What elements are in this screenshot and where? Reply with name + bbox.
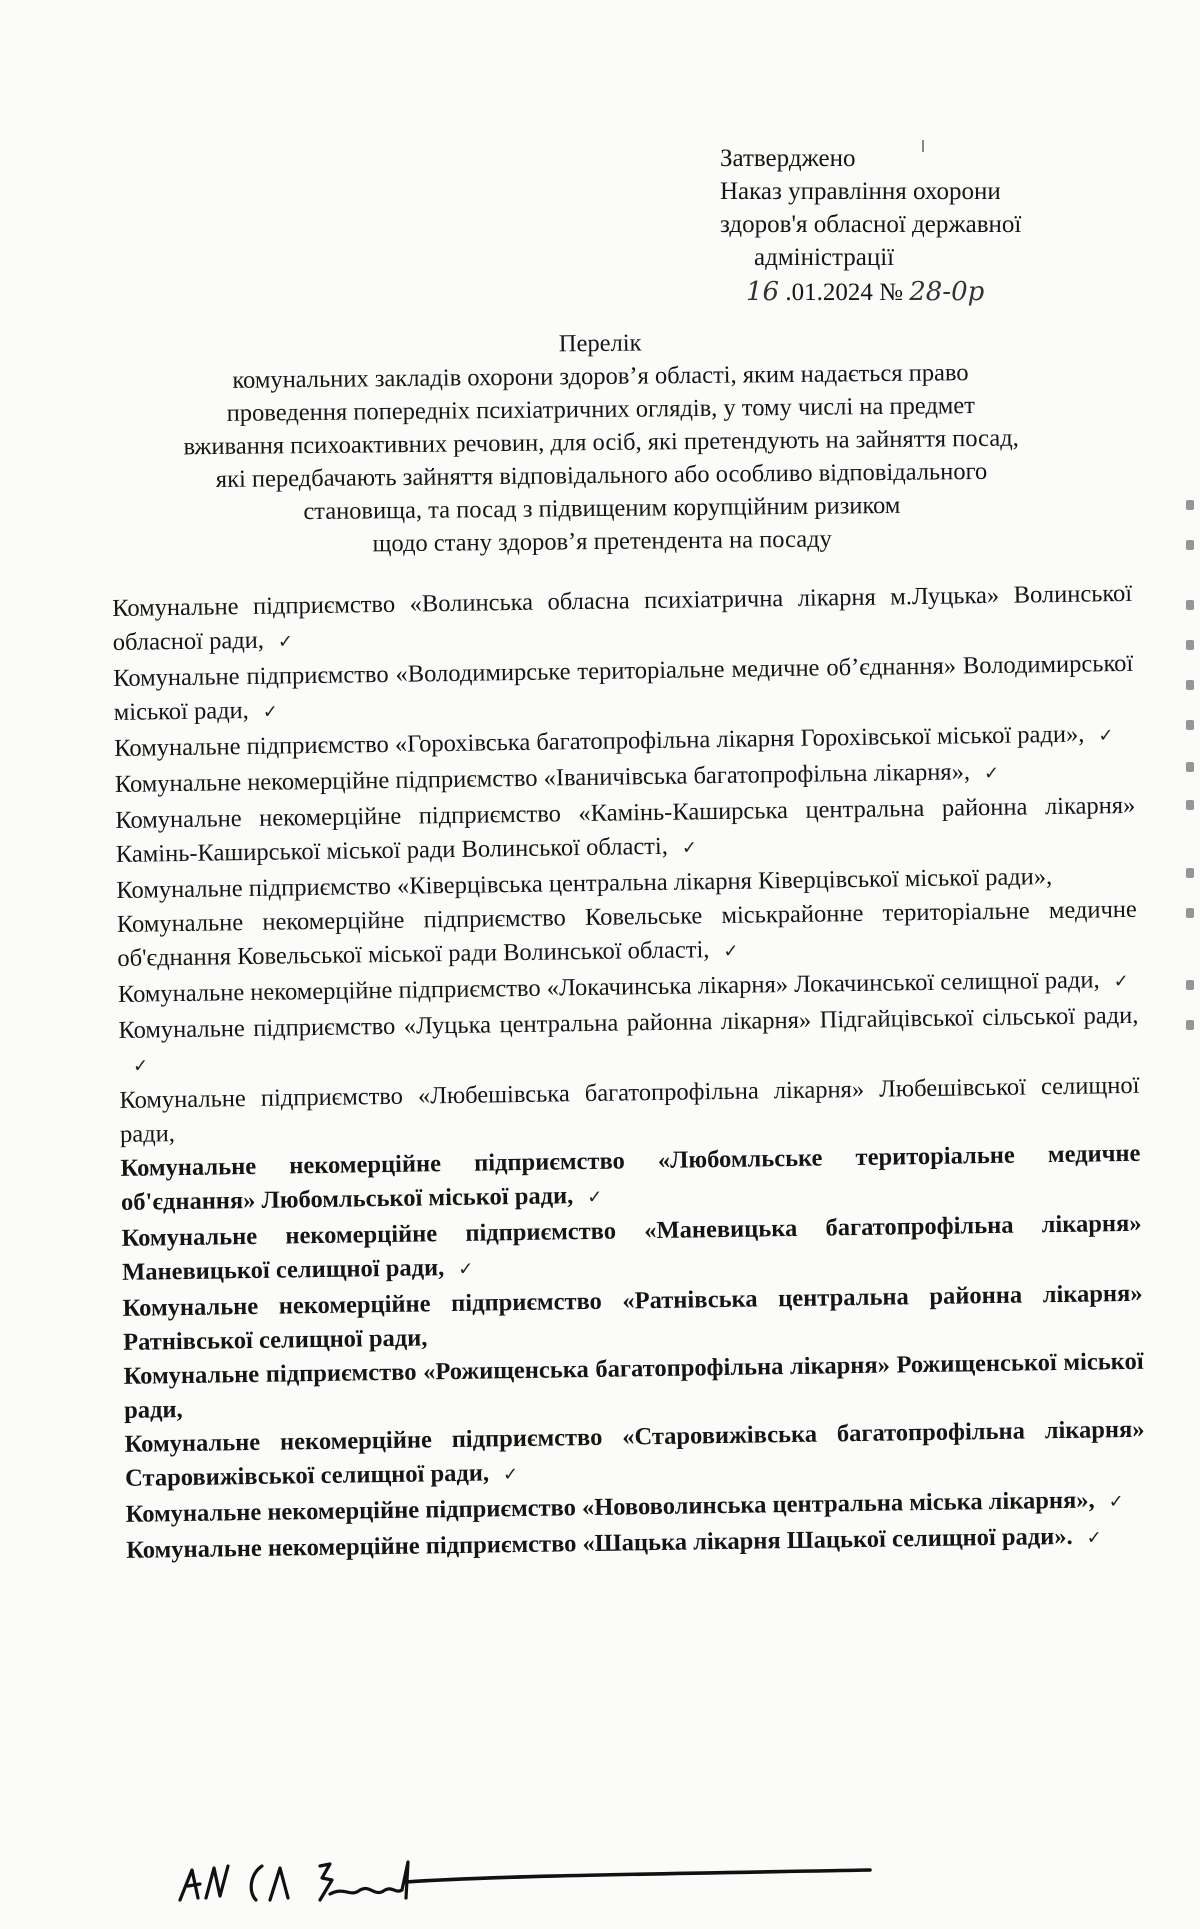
handwritten-day: 16	[746, 277, 780, 307]
institution-name: Комунальне некомерційне підприємство «Камінь-Каширська центральна районна лікарня» Камінь-Каширської міської ради Волинської області,	[115, 791, 1136, 868]
institutions-list	[112, 577, 1146, 1570]
heading-description	[120, 355, 1082, 563]
approval-line: Затверджено	[720, 145, 856, 172]
institution-name: Комунальне некомерційне підприємство «Ратнівська центральна районна лікарня» Ратнівської селищної ради,	[122, 1279, 1143, 1356]
list-heading	[120, 322, 1082, 563]
check-mark-icon: ✓	[681, 837, 698, 859]
check-mark-icon: ✓	[723, 940, 739, 962]
heading-line: комунальних закладів охорони здоров’я області, яким надається право	[232, 359, 969, 394]
check-mark-icon: ✓	[132, 1055, 149, 1077]
heading-line: які передбачають зайняття відповідального або особливо відповідального	[215, 457, 988, 494]
check-mark-icon: ✓	[1086, 1527, 1102, 1549]
list-title: Перелік	[558, 329, 642, 358]
heading-line: щодо стану здоров’я претендента на посаду	[372, 525, 832, 558]
approval-line: адміністрації	[754, 244, 895, 271]
institution-name: Комунальне некомерційне підприємство «Іваничівська багатопрофільна лікарня»,	[114, 758, 971, 798]
institution-name: Комунальне некомерційне підприємство «Старовижівська багатопрофільна лікарня» Старовижівської селищної ради,	[124, 1415, 1145, 1492]
check-mark-icon: ✓	[1108, 1491, 1124, 1513]
bleed-through-marks	[1184, 500, 1200, 1160]
check-mark-icon: ✓	[1113, 970, 1129, 993]
heading-line: вживання психоактивних речовин, для осіб, які претендують на зайняття посад,	[183, 424, 1019, 461]
institution-name: Комунальне некомерційне підприємство «Локачинська лікарня» Локачинської селищної ради,	[117, 966, 1100, 1008]
institution-name: Комунальне підприємство «Любешівська багатопрофільна лікарня» Любешівської селищної ради,	[119, 1071, 1140, 1148]
approval-stamp-block	[720, 142, 1021, 309]
handwritten-order-number: 28-0р	[909, 277, 985, 307]
order-date-line	[720, 276, 1021, 309]
institution-name: Комунальне підприємство «Горохівська багатопрофільна лікарня Горохівської міської ради»,	[114, 720, 1085, 762]
check-mark-icon: ✓	[458, 1258, 474, 1280]
check-mark-icon: ✓	[502, 1464, 519, 1486]
approval-line: Наказ управління охорони	[720, 178, 1001, 205]
heading-line: становища, та посад з підвищеним корупційним ризиком	[303, 491, 901, 526]
institution-name: Комунальне некомерційне підприємство «Нововолинська центральна міська лікарня»,	[125, 1486, 1095, 1528]
check-mark-icon: ✓	[262, 701, 279, 723]
institution-name: Комунальне підприємство «Волинська обласна психіатрична лікарня м.Луцька» Волинської обласної ради,	[112, 579, 1133, 656]
handwritten-signature	[170, 1848, 890, 1908]
institution-name: Комунальне некомерційне підприємство Ковельське міськрайонне територіальне медичне об'єднання Ковельської міської ради Волинської області,	[116, 895, 1138, 972]
institution-name: Комунальне підприємство «Ківерцівська центральна лікарня Ківерцівської міської ради»,	[116, 863, 1053, 904]
institution-name: Комунальне некомерційне підприємство «Шацька лікарня Шацької селищної ради».	[126, 1522, 1073, 1564]
check-mark-icon: ✓	[1098, 725, 1114, 747]
check-mark-icon: ✓	[277, 631, 294, 653]
institution-name: Комунальне підприємство «Рожищенська багатопрофільна лікарня» Рожищенської міської ради,	[123, 1347, 1144, 1424]
institution-name: Комунальне некомерційне підприємство «Любомльське територіальне медичне об'єднання» Любомльської міської ради,	[120, 1139, 1141, 1216]
institution-name: Комунальне підприємство «Володимирське територіальне медичне об’єднання» Володимирської міської ради,	[113, 649, 1134, 726]
approval-line: здоров'я обласної державної	[720, 211, 1022, 238]
check-mark-icon: ✓	[587, 1186, 603, 1209]
institution-name: Комунальне підприємство «Луцька центральна районна лікарня» Підгайцівської сільської ради,	[118, 1001, 1139, 1044]
order-date-text: .01.2024 №	[779, 279, 910, 306]
institution-name: Комунальне некомерційне підприємство «Маневицька багатопрофільна лікарня» Маневицької селищної ради,	[121, 1209, 1142, 1286]
heading-line: проведення попередніх психіатричних оглядів, у тому числі на предмет	[226, 392, 976, 427]
check-mark-icon: ✓	[983, 762, 1000, 785]
